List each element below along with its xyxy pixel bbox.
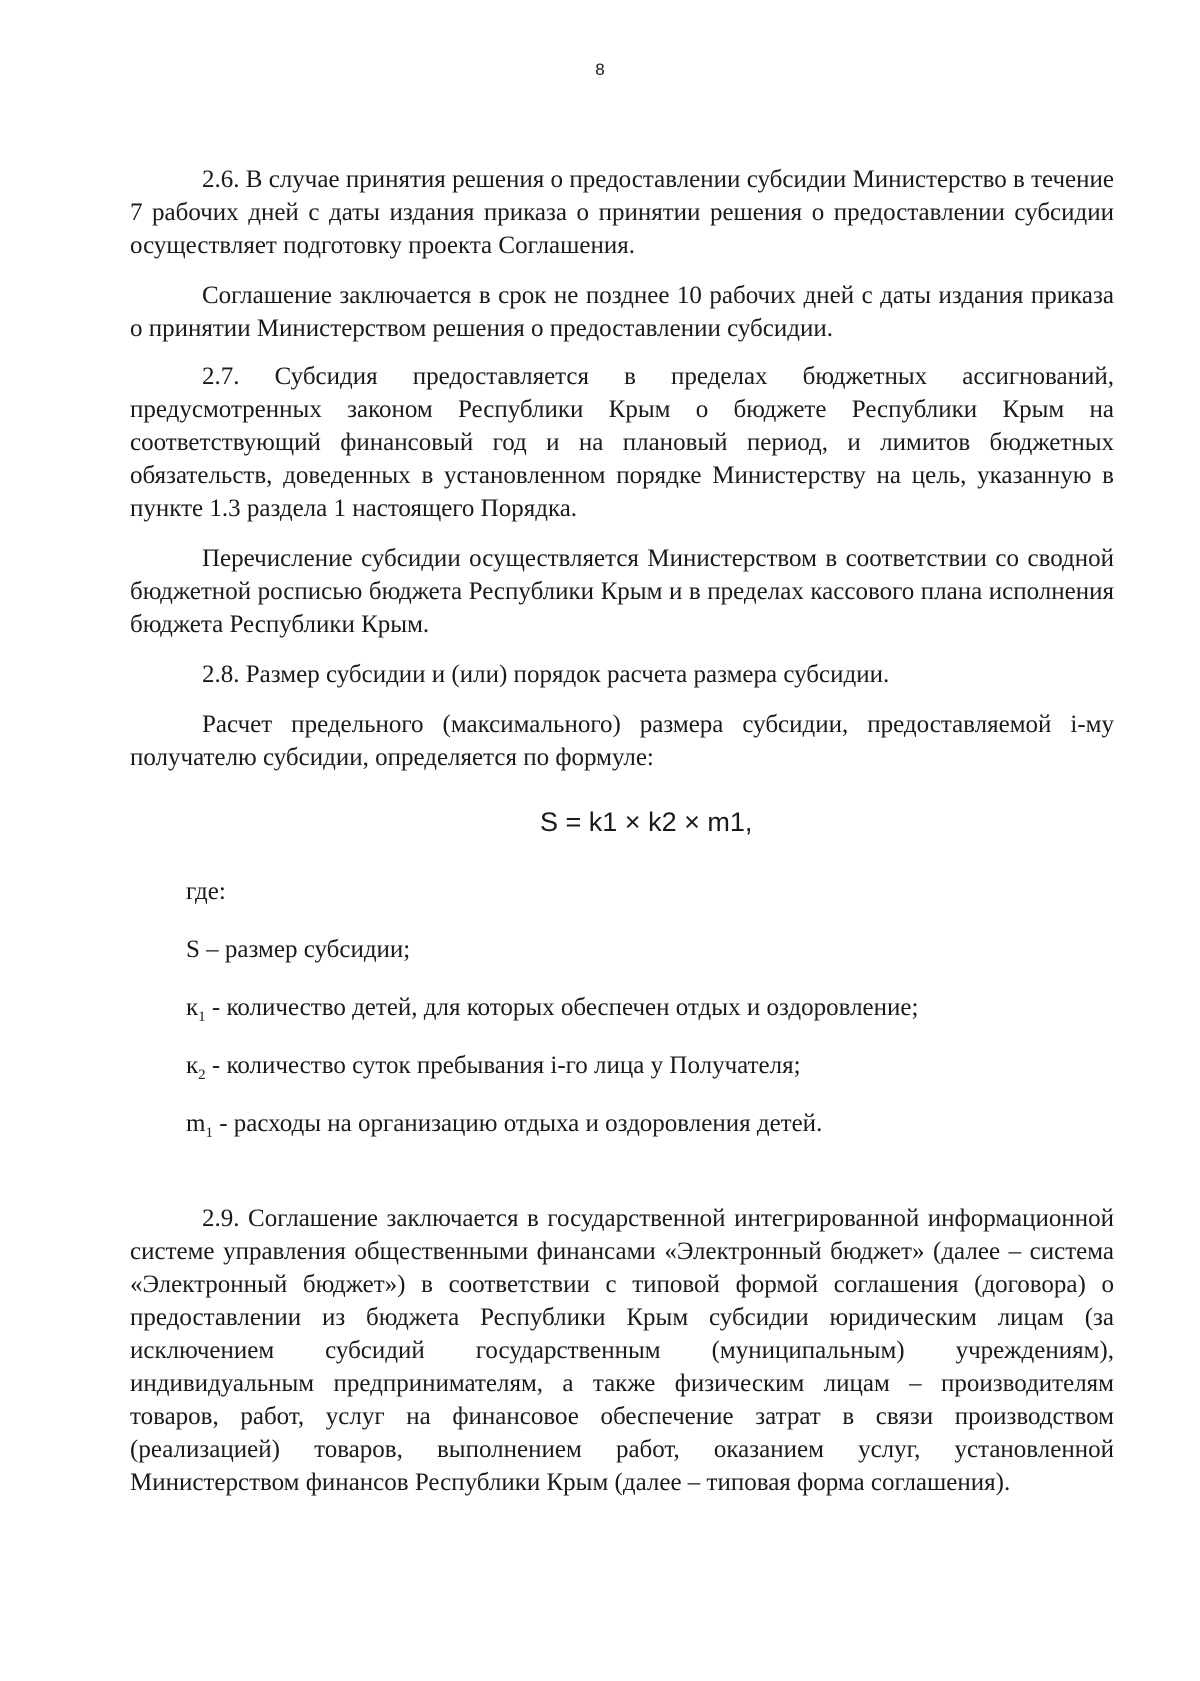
definition-text: - количество суток пребывания i-го лица у Получателя; xyxy=(205,1052,801,1079)
definition-subscript: 2 xyxy=(198,1067,206,1083)
definition-symbol: S xyxy=(186,936,200,963)
definition-text: - количество детей, для которых обеспечен отдых и оздоровление; xyxy=(205,994,919,1021)
definition-text: – размер субсидии; xyxy=(199,936,411,963)
definition-k2 xyxy=(130,1049,1114,1082)
paragraph-2-8-calculation: Расчет предельного (максимального) размера субсидии, предоставляемой i-му получателю субсидии, определяется по формуле: xyxy=(130,711,1114,771)
paragraph-2-7: 2.7. Субсидия предоставляется в пределах бюджетных ассигнований, предусмотренных законом Республики Крым о бюджете Республики Крым на соответствующий финансовый год и на плановый период, и лимитов бюджетных обязательств, доведенных в установленном порядке Министерству на цель, указанную в пункте 1.3 раздела 1 настоящего Порядка. xyxy=(130,363,1114,522)
definition-subscript: 1 xyxy=(205,1125,213,1141)
subsidy-formula: S = k1 × k2 × m1, xyxy=(540,807,753,837)
definition-subscript: 1 xyxy=(198,1009,206,1025)
definition-symbol: к xyxy=(186,1052,199,1079)
page-number: 8 xyxy=(595,60,605,79)
definition-symbol: m xyxy=(186,1110,206,1137)
paragraph-2-6: 2.6. В случае принятия решения о предоставлении субсидии Министерство в течение 7 рабочих дней с даты издания приказа о принятии решения о предоставлении субсидии осуществляет подготовку проекта Соглашения. xyxy=(130,166,1114,259)
definition-m1 xyxy=(130,1107,1114,1140)
paragraph-2-7-transfer: Перечисление субсидии осуществляется Министерством в соответствии со сводной бюджетной росписью бюджета Республики Крым и в пределах кассового плана исполнения бюджета Республики Крым. xyxy=(130,545,1114,638)
paragraph-2-9: 2.9. Соглашение заключается в государственной интегрированной информационной системе управления общественными финансами «Электронный бюджет» (далее – система «Электронный бюджет») в соответствии с типовой формой соглашения (договора) о предоставлении из бюджета Республики Крым субсидии юридическим лицам (за исключением субсидий государственным (муниципальным) учреждениям), индивидуальным предпринимателям, а также физическим лицам – производителям товаров, работ, услуг на финансовое обеспечение затрат в связи производством (реализацией) товаров, выполнением работ, оказанием услуг, установленной Министерством финансов Республики Крым (далее – типовая форма соглашения). xyxy=(130,1205,1114,1496)
formula-where-label: где: xyxy=(186,878,226,905)
definition-symbol: к xyxy=(186,994,199,1021)
paragraph-2-8: 2.8. Размер субсидии и (или) порядок расчета размера субсидии. xyxy=(202,661,890,688)
definition-k1 xyxy=(130,991,1114,1024)
document-body xyxy=(130,163,1114,1499)
paragraph-2-6-agreement-term: Соглашение заключается в срок не позднее 10 рабочих дней с даты издания приказа о принятии Министерством решения о предоставлении субсидии. xyxy=(130,282,1114,342)
definition-s xyxy=(130,933,1114,966)
definition-text: - расходы на организацию отдыха и оздоровления детей. xyxy=(212,1110,823,1137)
